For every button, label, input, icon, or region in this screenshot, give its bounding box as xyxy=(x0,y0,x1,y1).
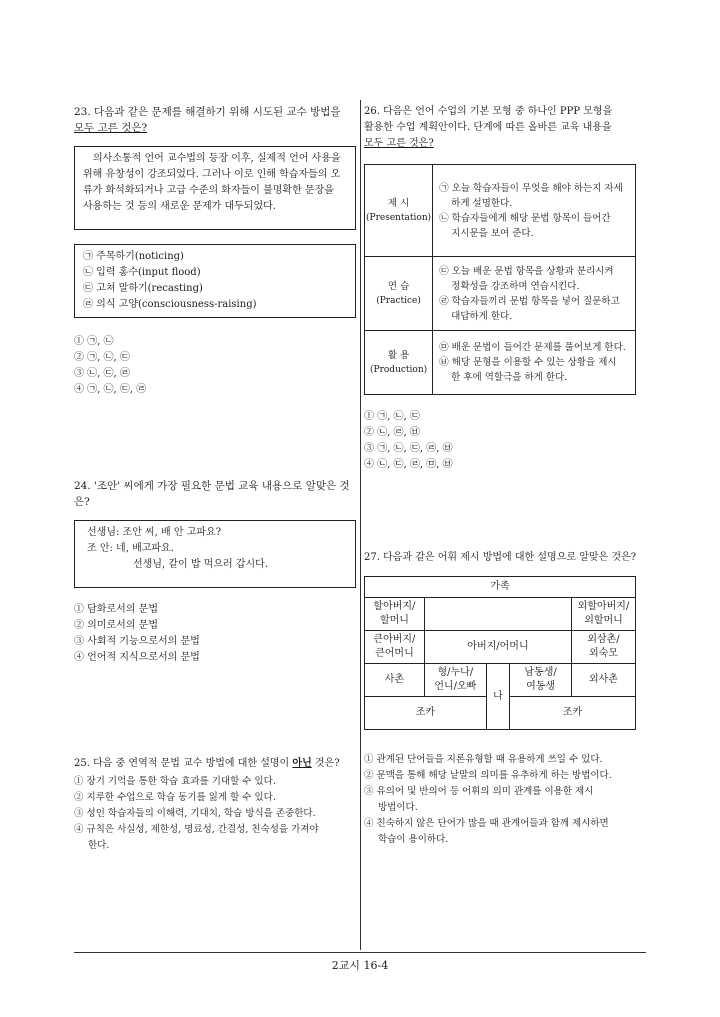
family-cell-me: 나 xyxy=(486,664,509,730)
q24-options xyxy=(74,602,356,666)
family-cell: 조카 xyxy=(365,697,487,730)
option-continuation: 한다. xyxy=(88,840,110,851)
family-cell: 아버지/어머니 xyxy=(424,631,571,664)
dialogue-line: 선생님: 조안 씨, 배 안 고파요? xyxy=(87,527,222,538)
family-cell: 할아버지/ 할머니 xyxy=(365,598,425,631)
q25-prompt: 25. 다음 중 연역적 문법 교수 방법에 대한 설명이 아닌 것은? xyxy=(74,758,340,769)
option[interactable]: ② ㉠, ㉡, ㉢ xyxy=(74,352,130,363)
page-number: 2교시 16-4 xyxy=(331,959,389,972)
option[interactable]: ③ ㉠, ㉡, ㉢, ㉣, ㉥ xyxy=(364,443,453,454)
ppp-table xyxy=(364,164,636,395)
option[interactable]: ④ 친숙하지 않은 단어가 많을 때 관계어들과 함께 제시하면 xyxy=(364,818,609,829)
q26-prompt: 26. 다음은 언어 수업의 기본 모형 중 하나인 PPP 모형을 활용한 수업 계획안이다. 단계에 따른 올바른 교육 내용을 모두 고른 것은? xyxy=(364,106,613,149)
q23-passage: 의사소통적 언어 교수법의 등장 이후, 실제적 언어 사용을 위해 유창성이 강조되었다. 그러나 이로 인해 학습자들의 오 류가 화석화되거나 고급 수준의 화자들이 불명확한 문장을 사용하는 것 등의 새로운 문제가 대두되었다. xyxy=(74,146,356,230)
family-cell: 외삼촌/ 외숙모 xyxy=(572,631,636,664)
option[interactable]: ③ 성인 학습자들의 이해력, 기대치, 학습 방식을 존중한다. xyxy=(74,808,316,819)
option[interactable]: ① 담화로서의 문법 xyxy=(74,604,158,615)
option[interactable]: ④ 언어적 지식으로서의 문법 xyxy=(74,652,200,663)
dialogue-line: 선생님, 같이 밥 먹으러 갑시다. xyxy=(133,559,268,570)
question-24 xyxy=(74,478,356,666)
family-cell: 형/누나/ 언니/오빠 xyxy=(424,664,486,697)
option[interactable]: ② ㉡, ㉣, ㉥ xyxy=(364,427,420,438)
stage-row xyxy=(365,331,636,395)
option-continuation: 방법이다. xyxy=(378,802,418,813)
stage-items: ㉠ 오늘 학습자들이 무엇을 해야 하는지 자세 하게 설명한다. ㉡ 학습자들에게 해당 문법 항목이 들어간 지시문을 보여 준다. xyxy=(433,165,636,257)
stage-items: ㉤ 배운 문법이 들어간 문제를 풀어보게 한다. ㉥ 해당 문형을 이용할 수 있는 상황을 제시 한 후에 역할극을 하게 한다. xyxy=(433,331,636,395)
question-25 xyxy=(74,756,358,854)
family-cell: 큰아버지/ 큰어머니 xyxy=(365,631,425,664)
option[interactable]: ② 의미로서의 문법 xyxy=(74,620,158,631)
option[interactable]: ④ ㉠, ㉡, ㉢, ㉣ xyxy=(74,384,147,395)
family-cell: 남동생/ 여동생 xyxy=(510,664,572,697)
q24-prompt: 24. '조안' 씨에게 가장 필요한 문법 교육 내용으로 알맞은 것 은? xyxy=(74,480,350,508)
dialogue-line: 조 안: 네, 배고파요. xyxy=(87,543,174,554)
option[interactable]: ④ ㉡, ㉢, ㉣, ㉤, ㉥ xyxy=(364,459,453,470)
family-cell: 외할아버지/ 외할머니 xyxy=(572,598,636,631)
stage-label: 제 시 (Presentation) xyxy=(365,165,433,257)
stage-row xyxy=(365,165,636,257)
option[interactable]: ① ㉠, ㉡, ㉢ xyxy=(364,411,420,422)
family-cell: 조카 xyxy=(510,697,636,730)
q26-options xyxy=(364,409,646,473)
option[interactable]: ① 장기 기억을 통한 학습 효과를 기대할 수 있다. xyxy=(74,776,276,787)
option[interactable]: ④ 규칙은 사실성, 제한성, 명료성, 간결성, 친숙성을 가져야 xyxy=(74,824,319,835)
family-table xyxy=(364,576,636,730)
q24-dialogue xyxy=(74,520,356,588)
option[interactable]: ① ㉠, ㉡ xyxy=(74,336,114,347)
option-continuation: 학습이 용이하다. xyxy=(378,834,449,845)
question-27 xyxy=(364,550,646,848)
family-header: 가족 xyxy=(365,577,636,598)
family-cell: 사촌 xyxy=(365,664,425,697)
family-cell: 외사촌 xyxy=(572,664,636,697)
stage-row xyxy=(365,257,636,331)
option[interactable]: ② 문맥을 통해 해당 낱말의 의미를 유추하게 하는 방법이다. xyxy=(364,770,612,781)
q27-options xyxy=(364,752,646,848)
option[interactable]: ① 관계된 단어들을 지론유형할 때 유용하게 쓰일 수 있다. xyxy=(364,754,603,765)
q27-prompt: 27. 다음과 같은 어휘 제시 방법에 대한 설명으로 알맞은 것은? xyxy=(364,552,637,563)
footer-rule xyxy=(74,952,646,953)
question-26 xyxy=(364,104,646,473)
q23-items: ㉠ 주목하기(noticing) ㉡ 입력 홍수(input flood) ㉢ 고쳐 말하기(recasting) ㉣ 의식 고양(consciousness-raising) xyxy=(74,244,356,318)
q23-options xyxy=(74,334,356,398)
question-23 xyxy=(74,104,356,398)
option[interactable]: ③ 사회적 기능으로서의 문법 xyxy=(74,636,200,647)
column-divider xyxy=(360,100,361,950)
stage-items: ㉢ 오늘 배운 문법 항목을 상황과 분리시켜 정확성을 강조하며 연습시킨다. ㉣ 학습자들끼리 문법 항목을 넣어 질문하고 대답하게 한다. xyxy=(433,257,636,331)
stage-label: 연 습 (Practice) xyxy=(365,257,433,331)
stage-label: 활 용 (Production) xyxy=(365,331,433,395)
option[interactable]: ② 지루한 수업으로 학습 동기를 잃게 할 수 있다. xyxy=(74,792,276,803)
q23-prompt: 23. 다음과 같은 문제를 해결하기 위해 시도된 교수 방법을 모두 고른 것은? xyxy=(74,106,341,134)
family-empty xyxy=(424,598,571,631)
option[interactable]: ③ ㉡, ㉢, ㉣ xyxy=(74,368,130,379)
q25-options xyxy=(74,774,358,854)
option[interactable]: ③ 유의어 및 반의어 등 어휘의 의미 관계를 이용한 제시 xyxy=(364,786,594,797)
